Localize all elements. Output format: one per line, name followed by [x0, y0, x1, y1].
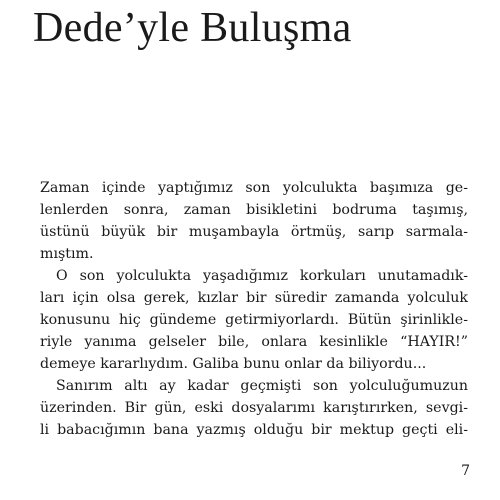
text-line: Zaman içinde yaptığımız son yolculukta başımıza ge-: [40, 180, 468, 196]
page-number: 7: [461, 463, 470, 479]
text-line: üstünü büyük bir muşambayla örtmüş, sarıp sarmala-: [40, 224, 468, 240]
body-text: [40, 177, 468, 441]
text-line: konusunu hiç gündeme getirmiyorlardı. Bütün şirinlikle-: [40, 312, 468, 328]
text-line: li babacığımın bana yazmış olduğu bir mektup geçti eli-: [40, 422, 468, 438]
text-line: demeye kararlıydım. Galiba bunu onlar da biliyordu...: [40, 356, 427, 372]
text-line: üzerinden. Bir gün, eski dosyalarımı karıştırırken, sevgi-: [40, 400, 468, 416]
text-line: mıştım.: [40, 246, 94, 262]
text-line: ları için olsa gerek, kızlar bir süredir zamanda yolculuk: [40, 290, 468, 306]
text-line: riyle yanıma gelseler bile, onlara kesinlikle “HAYIR!”: [40, 334, 468, 350]
chapter-title: Dede’yle Buluşma: [33, 5, 352, 51]
text-line: O son yolculukta yaşadığımız korkuları unutamadık-: [56, 268, 468, 284]
paragraph: [40, 375, 468, 441]
text-line: lenlerden sonra, zaman bisikletini bodruma taşımış,: [40, 202, 468, 218]
paragraph: [40, 265, 468, 375]
paragraph: [40, 177, 468, 265]
text-line: Sanırım altı ay kadar geçmişti son yolculuğumuzun: [56, 378, 468, 394]
